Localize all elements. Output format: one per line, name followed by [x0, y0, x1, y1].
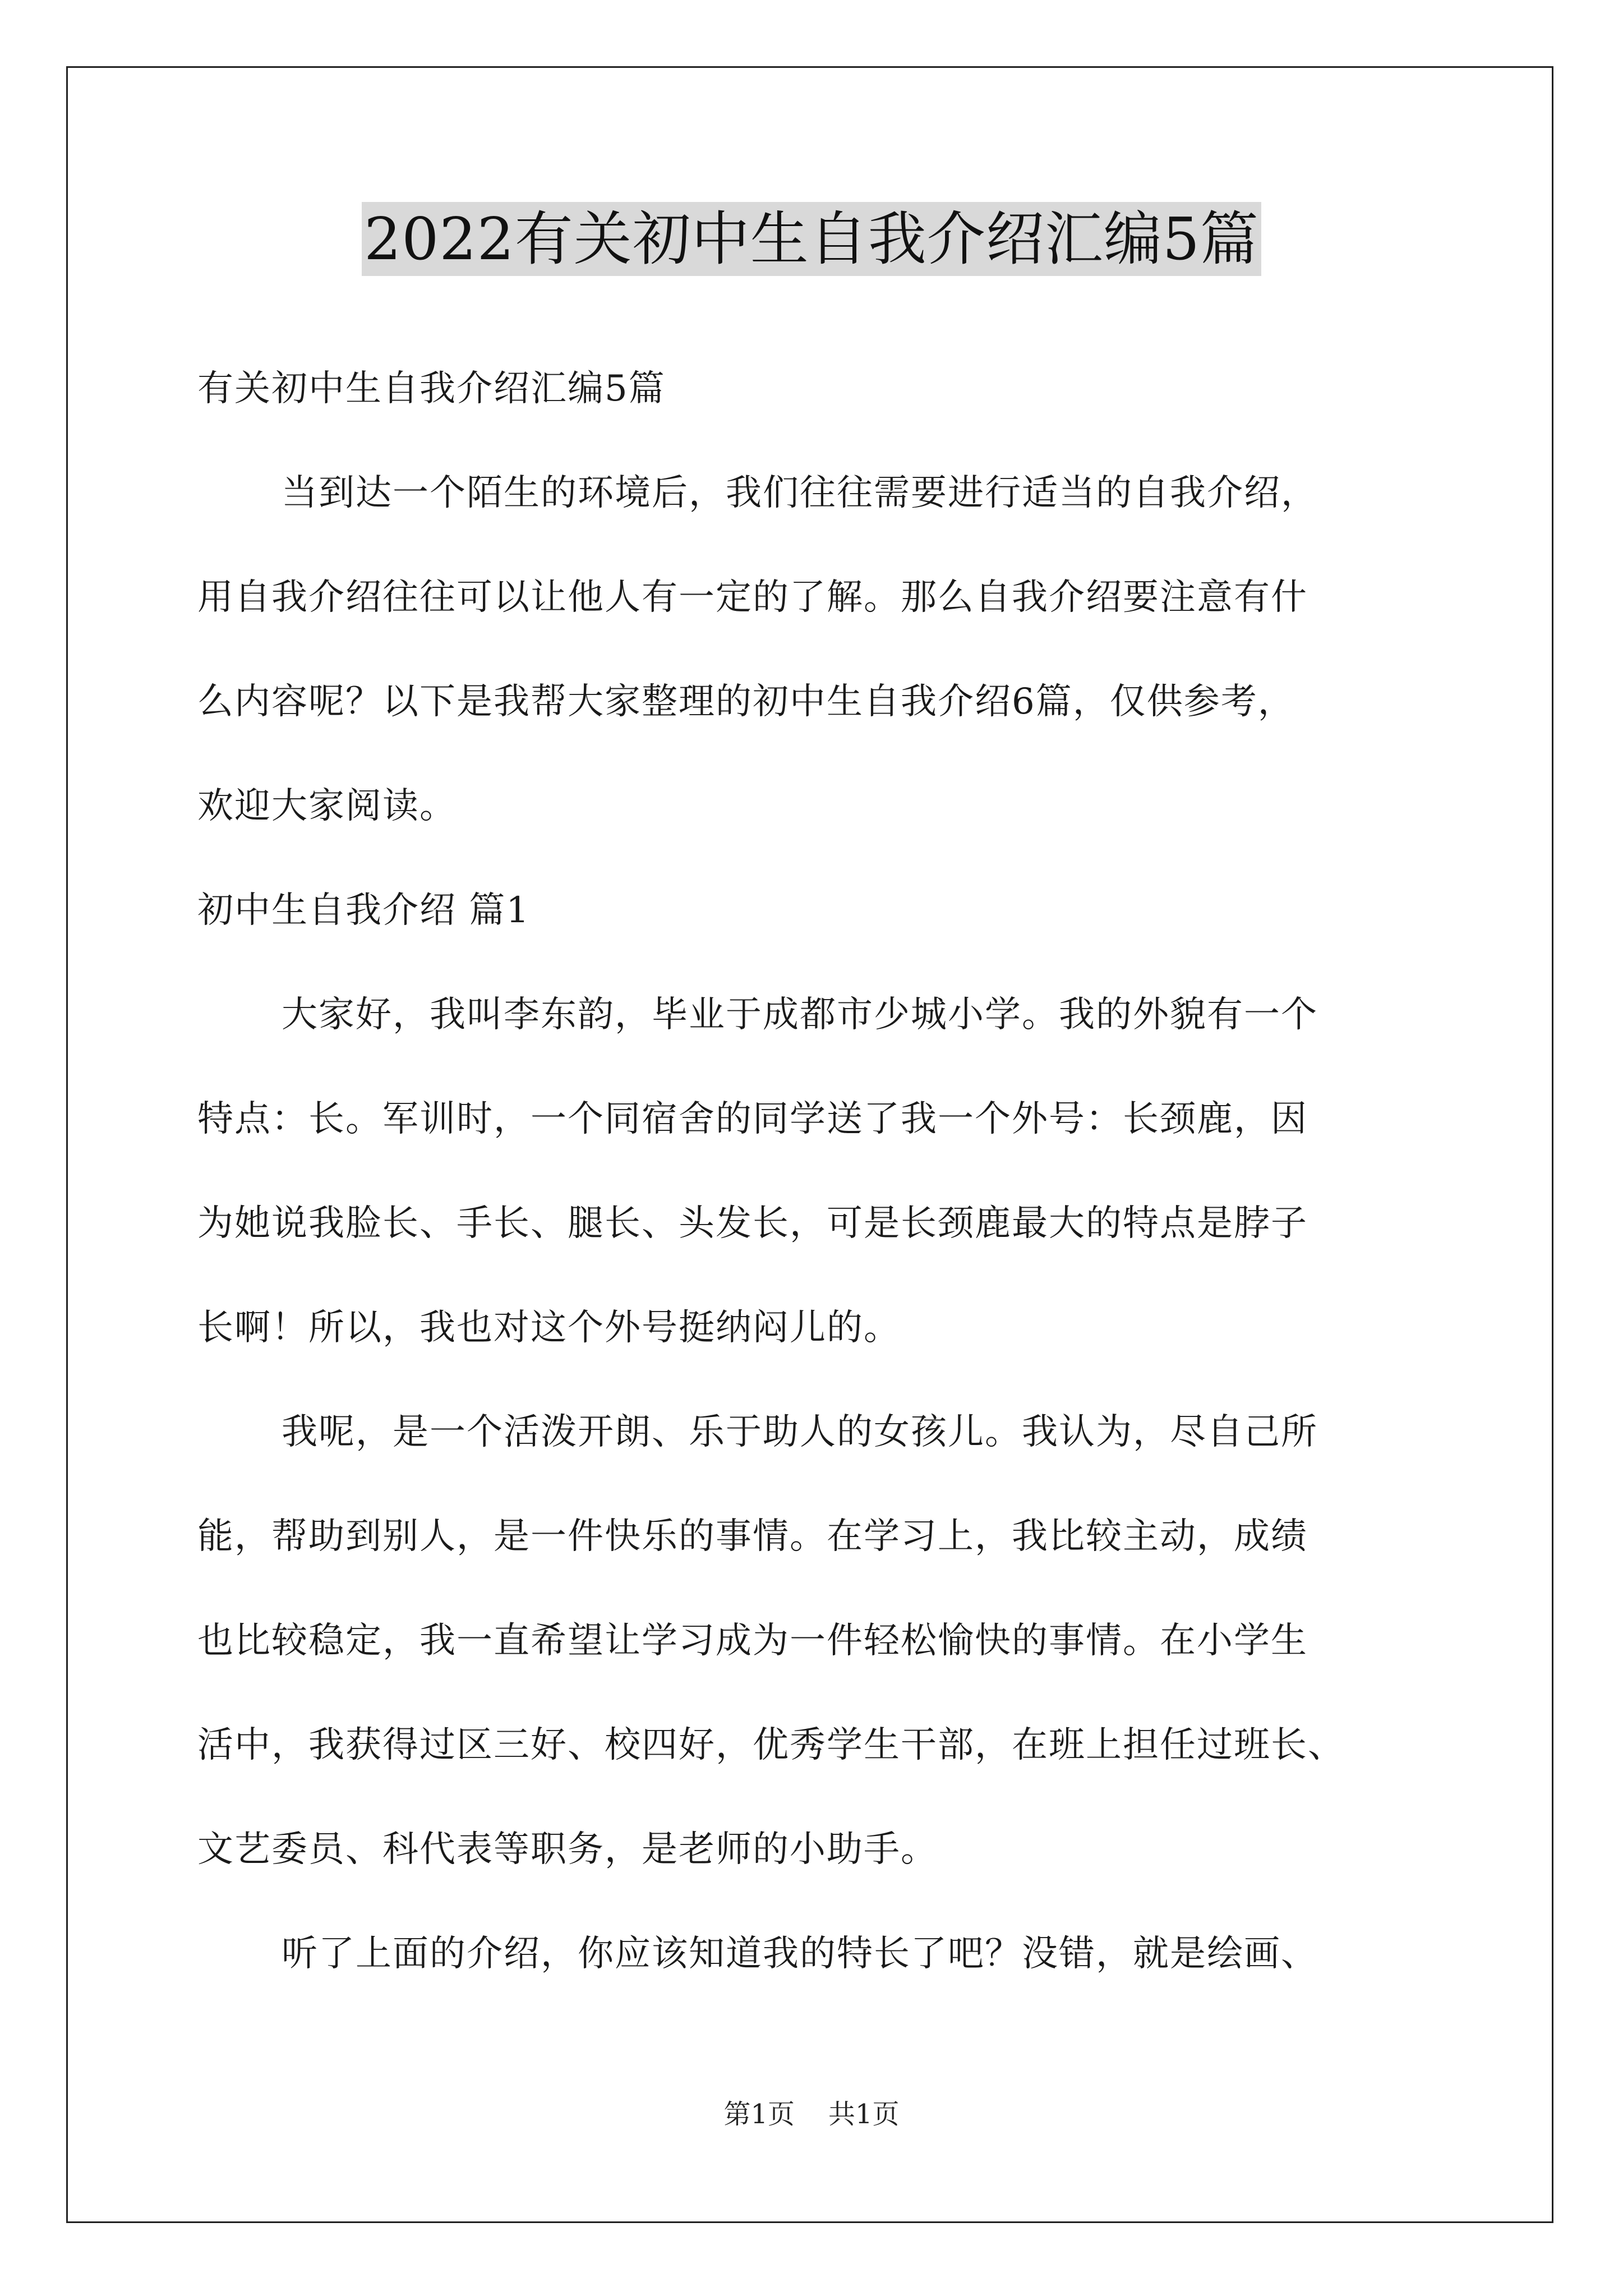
body-line: 我呢，是一个活泼开朗、乐于助人的女孩儿。我认为，尽自己所	[282, 1411, 1318, 1453]
body-line: 也比较稳定，我一直希望让学习成为一件轻松愉快的事情。在小学生	[197, 1620, 1308, 1662]
page-footer	[0, 2092, 1623, 2131]
body-line: 当到达一个陌生的环境后，我们往往需要进行适当的自我介绍，	[282, 472, 1318, 514]
body-line: 活中，我获得过区三好、校四好，优秀学生干部，在班上担任过班长、	[197, 1724, 1345, 1766]
body-line: 为她说我脸长、手长、腿长、头发长，可是长颈鹿最大的特点是脖子	[197, 1203, 1308, 1244]
title-container	[0, 202, 1623, 276]
document-body	[197, 337, 1459, 2006]
body-line: 欢迎大家阅读。	[197, 785, 457, 827]
body-line: 听了上面的介绍，你应该知道我的特长了吧？没错，就是绘画、	[282, 1933, 1318, 1975]
document-title: 2022有关初中生自我介绍汇编5篇	[362, 202, 1261, 276]
body-line: 文艺委员、科代表等职务，是老师的小助手。	[197, 1829, 938, 1870]
page-number: 第1页	[723, 2099, 795, 2130]
body-line: 能，帮助到别人，是一件快乐的事情。在学习上，我比较主动，成绩	[197, 1516, 1308, 1557]
body-line: 么内容呢？以下是我帮大家整理的初中生自我介绍6篇，仅供参考，	[197, 681, 1295, 723]
body-line: 大家好，我叫李东韵，毕业于成都市少城小学。我的外貌有一个	[282, 994, 1318, 1036]
body-line: 特点：长。军训时，一个同宿舍的同学送了我一个外号：长颈鹿，因	[197, 1098, 1308, 1140]
body-line: 长啊！所以，我也对这个外号挺纳闷儿的。	[197, 1307, 901, 1349]
body-line: 有关初中生自我介绍汇编5篇	[197, 368, 666, 409]
body-line: 用自我介绍往往可以让他人有一定的了解。那么自我介绍要注意有什	[197, 577, 1308, 618]
page-total: 共1页	[828, 2099, 900, 2130]
body-line: 初中生自我介绍 篇1	[197, 890, 531, 931]
